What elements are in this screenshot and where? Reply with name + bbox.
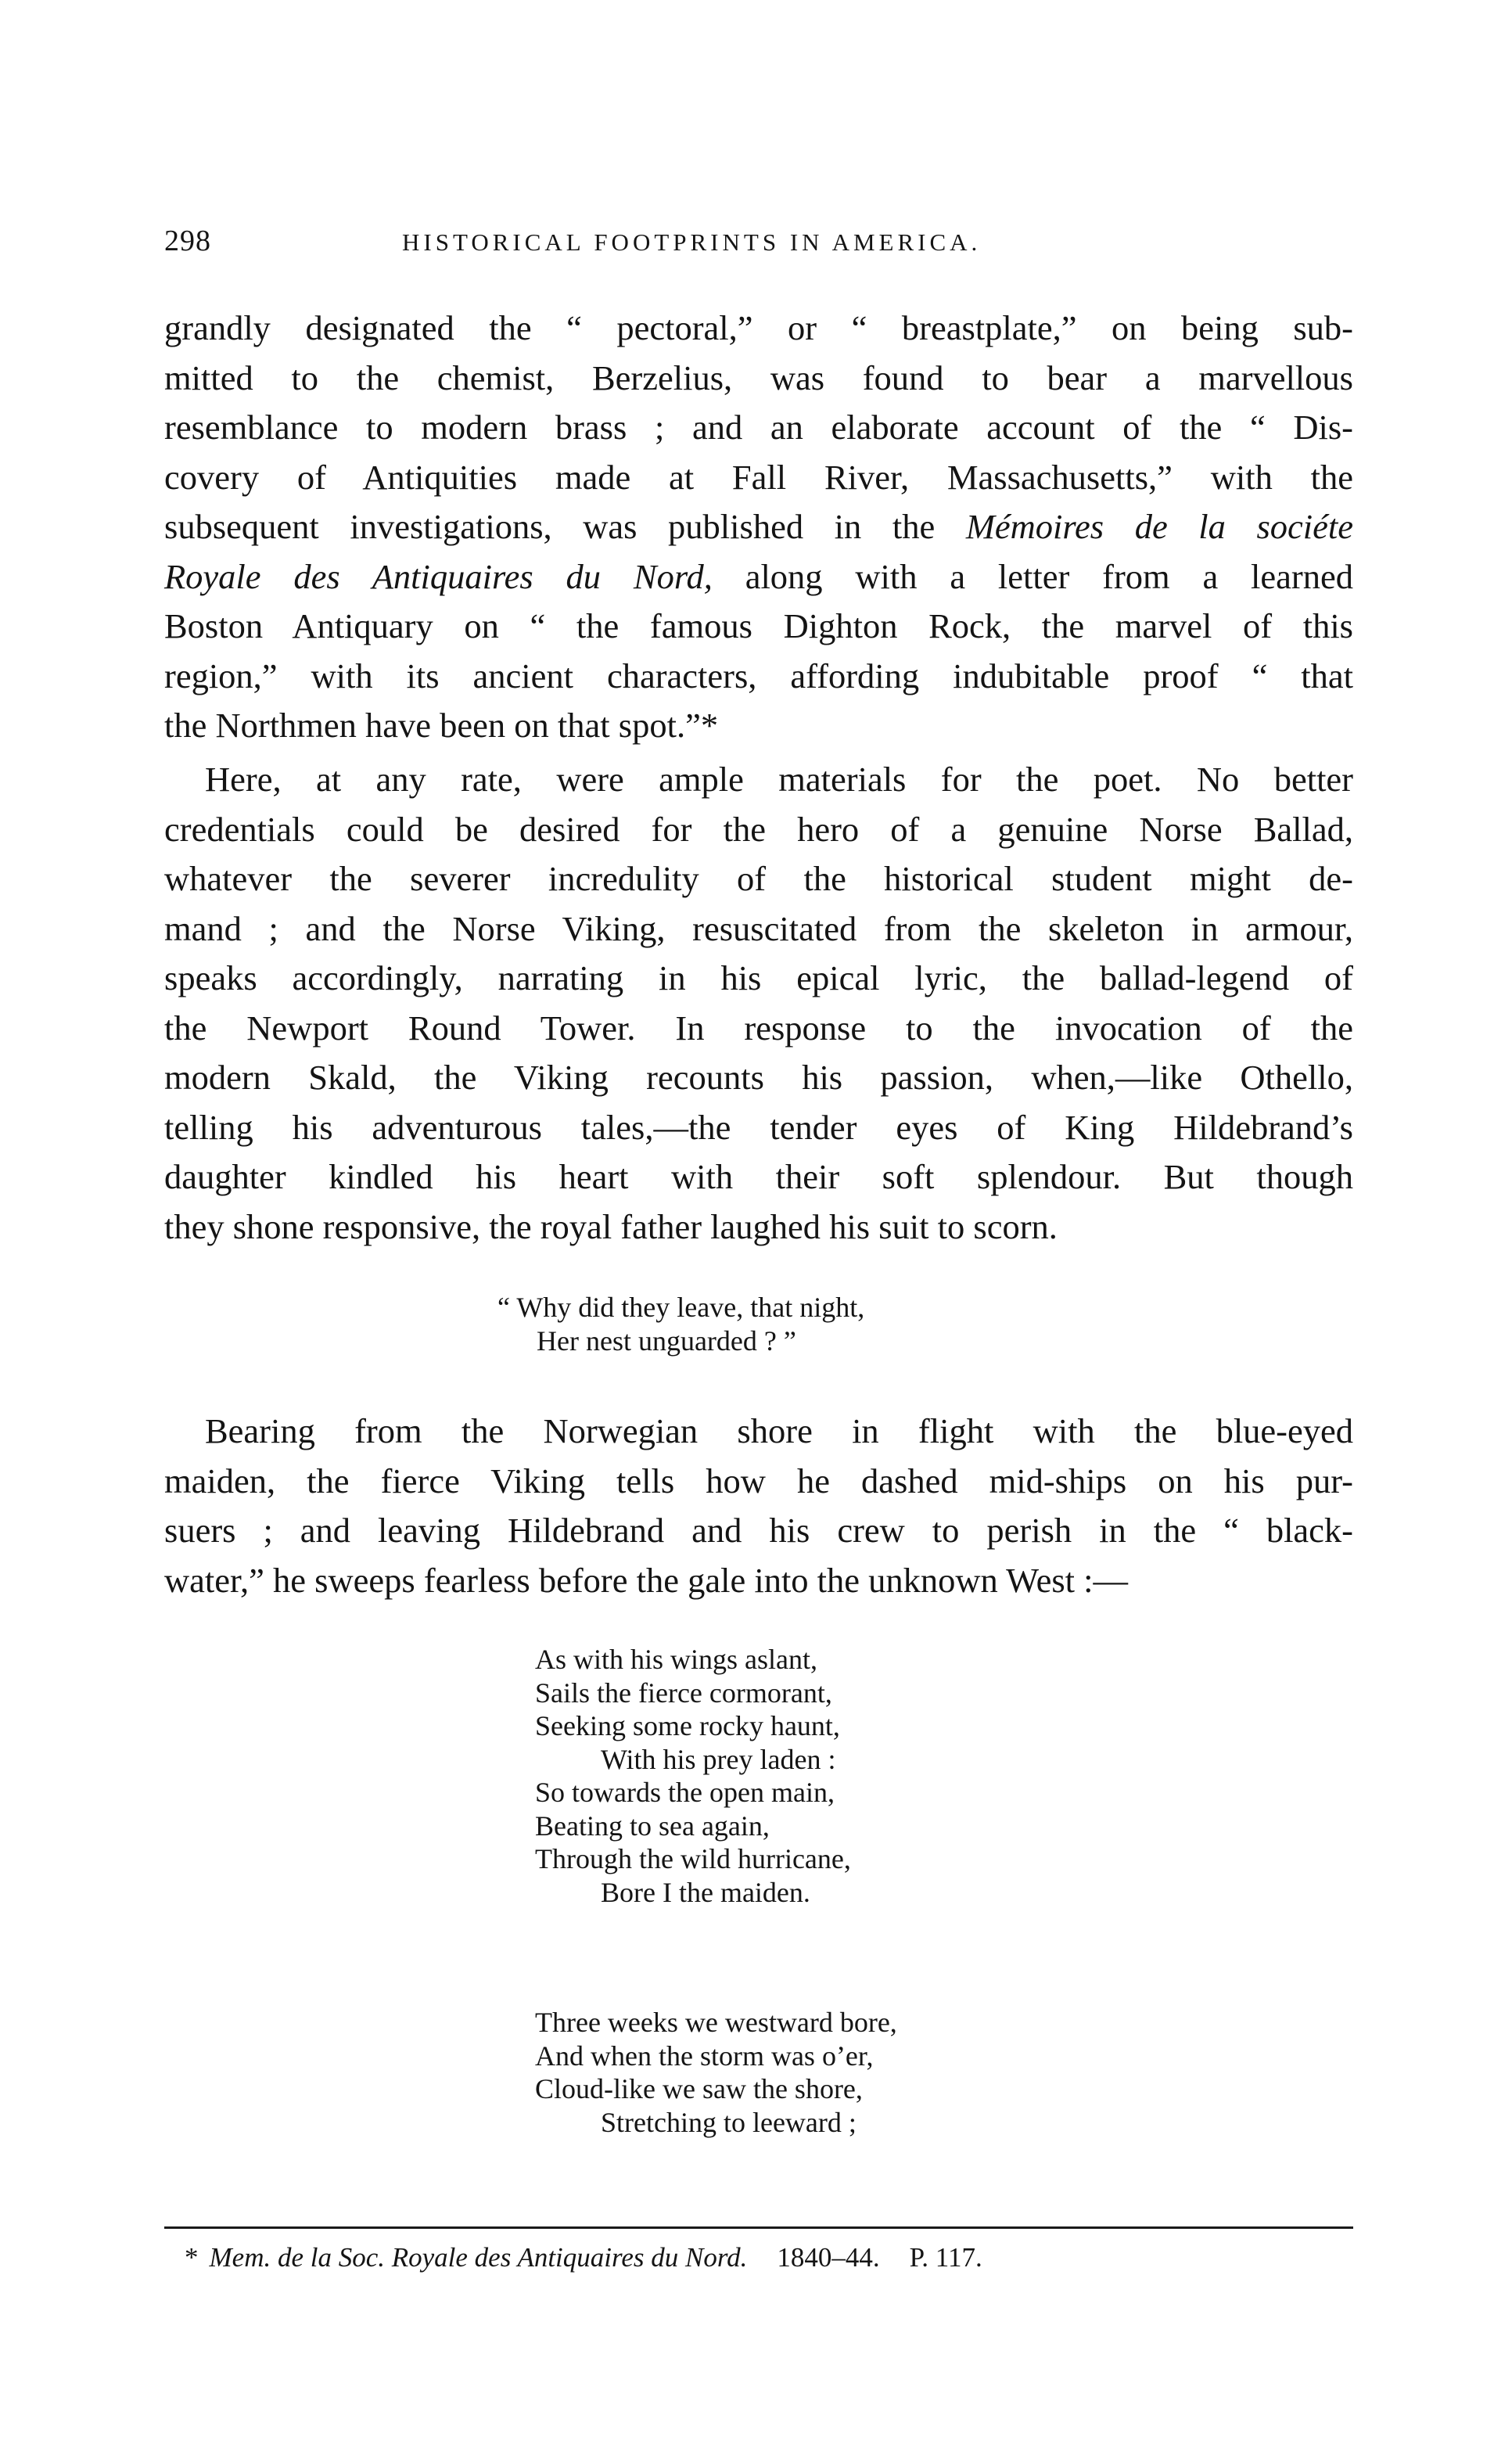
paragraph-3 bbox=[164, 1407, 1353, 1605]
paragraph-line: telling his adventurous tales,—the tender eyes of King Hildebrand’s bbox=[164, 1107, 1353, 1147]
verse-quote bbox=[497, 1291, 864, 1357]
verse-line: Through the wild hurricane, bbox=[535, 1843, 851, 1874]
paragraph-line: Bearing from the Norwegian shore in flight with the blue-eyed bbox=[205, 1411, 1353, 1450]
running-head: HISTORICAL FOOTPRINTS IN AMERICA. bbox=[402, 228, 982, 256]
paragraph-line: Boston Antiquary on “ the famous Dighton Rock, the marvel of this bbox=[164, 606, 1353, 645]
verse-line: Cloud-like we saw the shore, bbox=[535, 2073, 863, 2104]
footnote-title: Mem. de la Soc. Royale des Antiquaires du Nord. bbox=[209, 2242, 748, 2273]
verse-line: With his prey laden : bbox=[601, 1743, 836, 1775]
paragraph-line-with-title bbox=[164, 552, 1353, 602]
verse-line: Sails the fierce cormorant, bbox=[535, 1677, 832, 1709]
verse-line: And when the storm was o’er, bbox=[535, 2040, 874, 2072]
paragraph-line-with-title bbox=[164, 502, 1353, 552]
paragraph-line: the Newport Round Tower. In response to the invocation of the bbox=[164, 1008, 1353, 1048]
verse-line: Beating to sea again, bbox=[535, 1809, 770, 1842]
italic-title: Royale des Antiquaires du Nord, bbox=[164, 556, 713, 596]
page-header bbox=[164, 224, 1353, 263]
footnote-years: 1840–44. bbox=[777, 2242, 880, 2273]
paragraph-line: suers ; and leaving Hildebrand and his crew to perish in the “ black- bbox=[164, 1511, 1353, 1550]
verse-line: Three weeks we westward bore, bbox=[535, 2007, 897, 2038]
paragraph-line: water,” he sweeps fearless before the gale into the unknown West :— bbox=[164, 1560, 1128, 1600]
paragraph-line: Here, at any rate, were ample materials for the poet. No better bbox=[205, 760, 1353, 799]
footnote bbox=[185, 2241, 982, 2275]
verse-line: Stretching to leeward ; bbox=[601, 2106, 857, 2138]
verse-line: As with his wings aslant, bbox=[535, 1644, 818, 1675]
paragraph-line: they shone responsive, the royal father laughed his suit to scorn. bbox=[164, 1206, 1058, 1246]
paragraph-line: region,” with its ancient characters, affording indubitable proof “ that bbox=[164, 656, 1353, 695]
paragraph-line: modern Skald, the Viking recounts his passion, when,—like Othello, bbox=[164, 1058, 1353, 1097]
paragraph-line: speaks accordingly, narrating in his epical lyric, the ballad-legend of bbox=[164, 958, 1353, 997]
verse-line: So towards the open main, bbox=[535, 1777, 835, 1808]
footnote-marker: * bbox=[185, 2242, 199, 2273]
paragraph-line: whatever the severer incredulity of the historical student might de- bbox=[164, 859, 1353, 898]
paragraph-line-part: subsequent investigations, was published in the bbox=[164, 507, 936, 546]
paragraph-2 bbox=[164, 755, 1353, 1252]
verse-line: Bore I the maiden. bbox=[601, 1876, 810, 1908]
paragraph-line: mitted to the chemist, Berzelius, was found to bear a marvellous bbox=[164, 358, 1353, 397]
verse-line: Seeking some rocky haunt, bbox=[535, 1710, 840, 1741]
verse-line: Her nest unguarded ? ” bbox=[537, 1324, 796, 1357]
paragraph-line: maiden, the fierce Viking tells how he dashed mid-ships on his pur- bbox=[164, 1461, 1353, 1500]
verse-stanza-1 bbox=[535, 1643, 851, 1909]
paragraph-line: daughter kindled his heart with their soft splendour. But though bbox=[164, 1157, 1353, 1196]
page-number: 298 bbox=[164, 225, 211, 257]
paragraph-line: the Northmen have been on that spot.”* bbox=[164, 706, 719, 745]
paragraph-line: mand ; and the Norse Viking, resuscitated from the skeleton in armour, bbox=[164, 908, 1353, 948]
verse-stanza-2 bbox=[535, 2006, 897, 2139]
verse-line: “ Why did they leave, that night, bbox=[497, 1292, 865, 1323]
paragraph-line-part: along with a letter from a learned bbox=[745, 556, 1353, 596]
footnote-page-ref: P. 117. bbox=[909, 2242, 982, 2273]
italic-title: Mémoires de la sociéte bbox=[965, 507, 1354, 546]
paragraph-1 bbox=[164, 304, 1353, 751]
paragraph-line: credentials could be desired for the hero of a genuine Norse Ballad, bbox=[164, 809, 1353, 849]
paragraph-line: resemblance to modern brass ; and an elaborate account of the “ Dis- bbox=[164, 408, 1353, 447]
footnote-rule bbox=[164, 2226, 1353, 2229]
paragraph-line: grandly designated the “ pectoral,” or “ breastplate,” on being sub- bbox=[164, 308, 1353, 347]
paragraph-line: covery of Antiquities made at Fall River, Massachusetts,” with the bbox=[164, 457, 1353, 497]
